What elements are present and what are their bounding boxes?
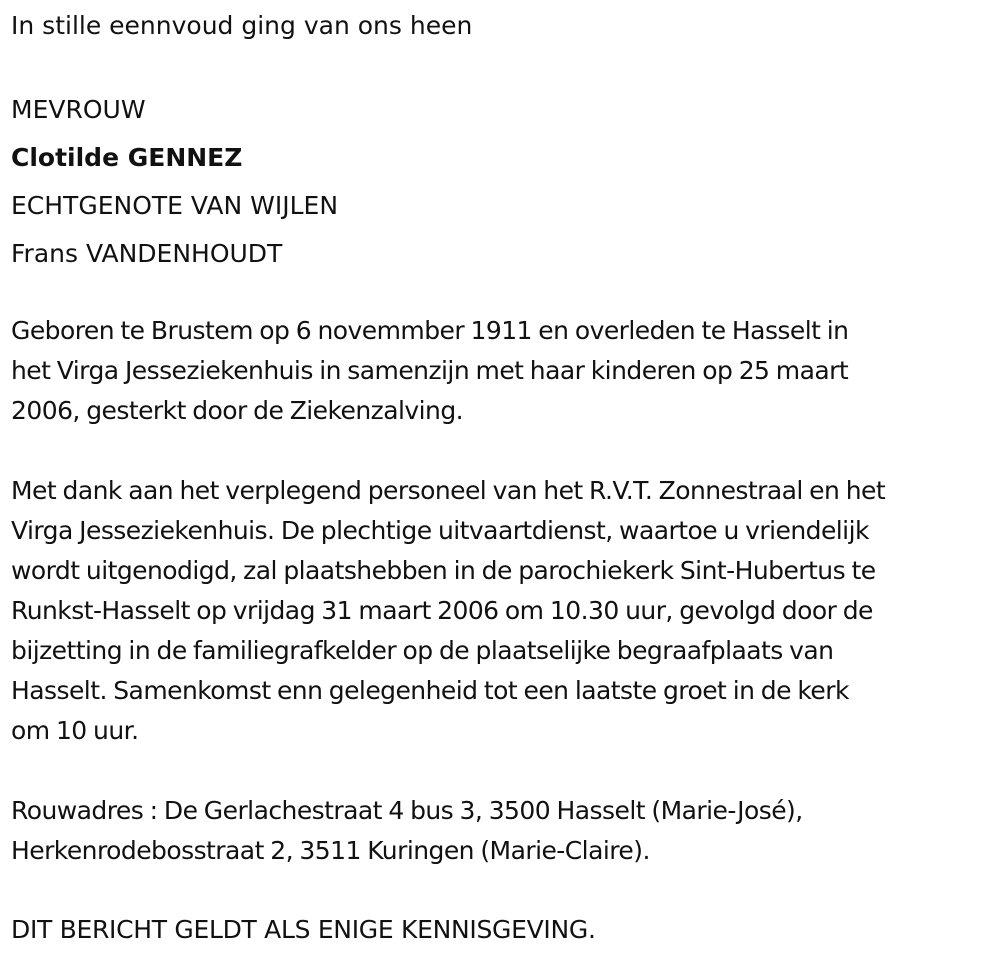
paragraph-line: bijzetting in de familiegrafkelder op de plaatselijke begraafplaats van bbox=[11, 636, 834, 665]
intro-line: In stille eennvoud ging van ons heen bbox=[11, 11, 473, 40]
paragraph-line: wordt uitgenodigd, zal plaatshebben in de parochiekerk Sint-Hubertus te bbox=[11, 556, 876, 585]
paragraph-line: het Virga Jesseziekenhuis in samenzijn met haar kinderen op 25 maart bbox=[11, 356, 849, 385]
deceased-block bbox=[11, 86, 338, 278]
paragraph-line: Rouwadres : De Gerlachestraat 4 bus 3, 3500 Hasselt (Marie-José), bbox=[11, 796, 803, 825]
honorific: MEVROUW bbox=[11, 95, 146, 124]
relation-label: ECHTGENOTE VAN WIJLEN bbox=[11, 191, 339, 220]
paragraph-line: Herkenrodebosstraat 2, 3511 Kuringen (Marie-Claire). bbox=[11, 836, 650, 865]
deceased-name: Clotilde GENNEZ bbox=[11, 143, 243, 172]
paragraph-line: 2006, gesterkt door de Ziekenzalving. bbox=[11, 396, 464, 425]
funeral-paragraph bbox=[11, 471, 885, 751]
paragraph-line: Geboren te Brustem op 6 novemmber 1911 en overleden te Hasselt in bbox=[11, 316, 849, 345]
paragraph-line: Met dank aan het verplegend personeel van het R.V.T. Zonnestraal en het bbox=[11, 476, 886, 505]
paragraph-line: Virga Jesseziekenhuis. De plechtige uitvaartdienst, waartoe u vriendelijk bbox=[11, 516, 869, 545]
spouse-name: Frans VANDENHOUDT bbox=[11, 239, 283, 268]
paragraph-line: om 10 uur. bbox=[11, 716, 139, 745]
notice-footer: DIT BERICHT GELDT ALS ENIGE KENNISGEVING. bbox=[11, 915, 596, 944]
paragraph-line: Hasselt. Samenkomst enn gelegenheid tot een laatste groet in de kerk bbox=[11, 676, 849, 705]
birth-death-paragraph bbox=[11, 311, 848, 431]
paragraph-line: Runkst-Hasselt op vrijdag 31 maart 2006 om 10.30 uur, gevolgd door de bbox=[11, 596, 873, 625]
condolence-address-paragraph bbox=[11, 791, 803, 871]
